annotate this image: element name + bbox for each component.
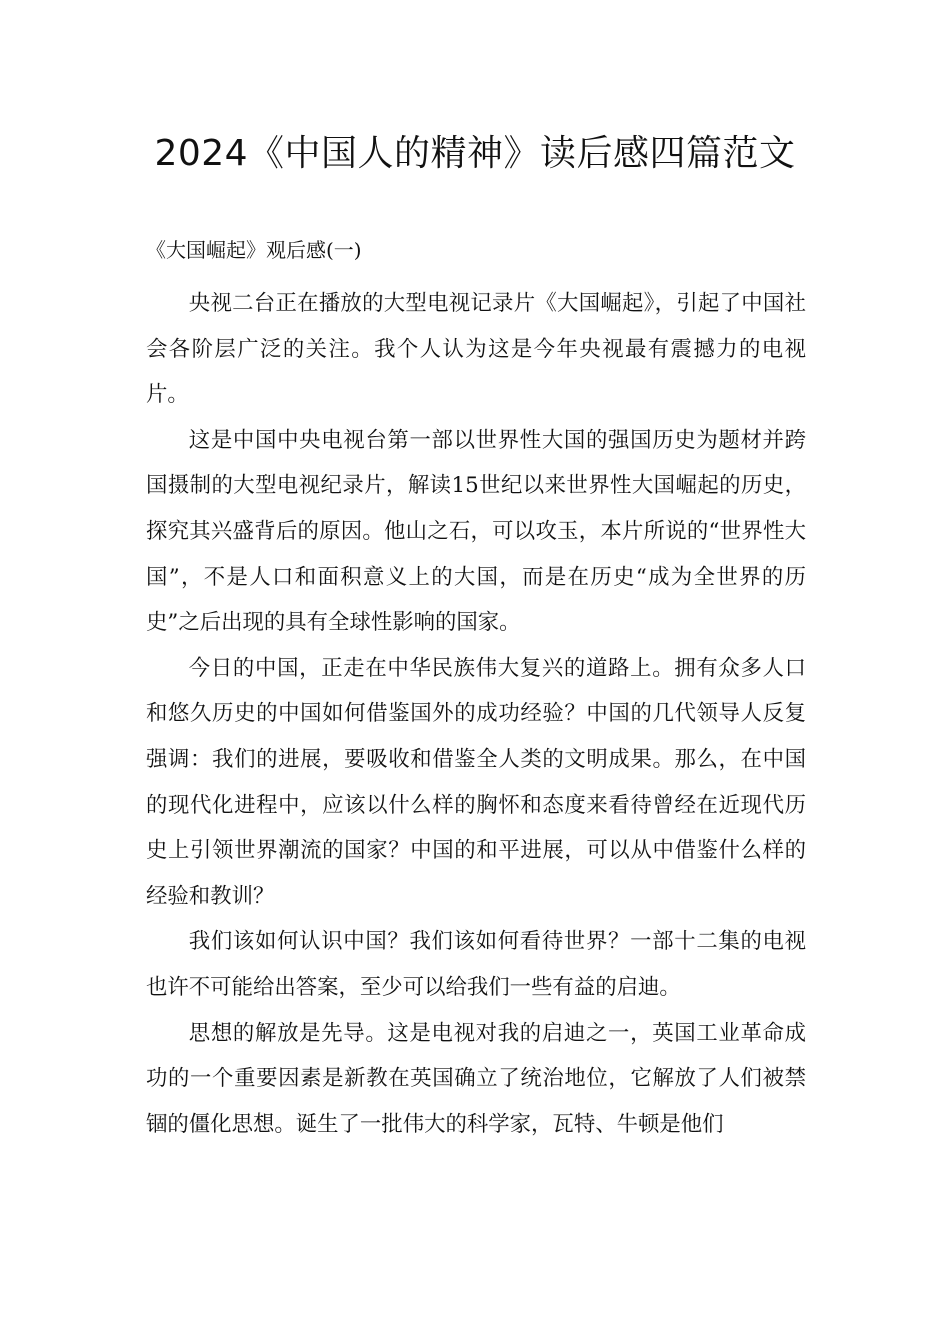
document-title: 2024《中国人的精神》读后感四篇范文 [154,133,796,174]
document-body [146,281,806,1147]
section-subtitle: 《大国崛起》观后感(一) [146,238,362,262]
paragraph-3: 今日的中国，正走在中华民族伟大复兴的道路上。拥有众多人口和悠久历史的中国如何借鉴国外的成功经验？中国的几代领导人反复强调：我们的进展，要吸收和借鉴全人类的文明成果。那么，在中国的现代化进程中，应该以什么样的胸怀和态度来看待曾经在近现代历史上引领世界潮流的国家？中国的和平进展，可以从中借鉴什么样的经验和教训？ [146,655,806,909]
paragraph-5: 思想的解放是先导。这是电视对我的启迪之一，英国工业革命成功的一个重要因素是新教在英国确立了统治地位，它解放了人们被禁锢的僵化思想。诞生了一批伟大的科学家，瓦特、牛顿是他们 [146,1020,806,1137]
paragraph-2: 这是中国中央电视台第一部以世界性大国的强国历史为题材并跨国摄制的大型电视纪录片，解读15世纪以来世界性大国崛起的历史，探究其兴盛背后的原因。他山之石，可以攻玉，本片所说的“世界性大国”，不是人口和面积意义上的大国，而是在历史“成为全世界的历史”之后出现的具有全球性影响的国家。 [146,427,806,636]
paragraph-4: 我们该如何认识中国？我们该如何看待世界？一部十二集的电视也许不可能给出答案，至少可以给我们一些有益的启迪。 [146,929,806,1000]
paragraph-1: 央视二台正在播放的大型电视记录片《大国崛起》，引起了中国社会各阶层广泛的关注。我个人认为这是今年央视最有震撼力的电视片。 [146,291,806,408]
